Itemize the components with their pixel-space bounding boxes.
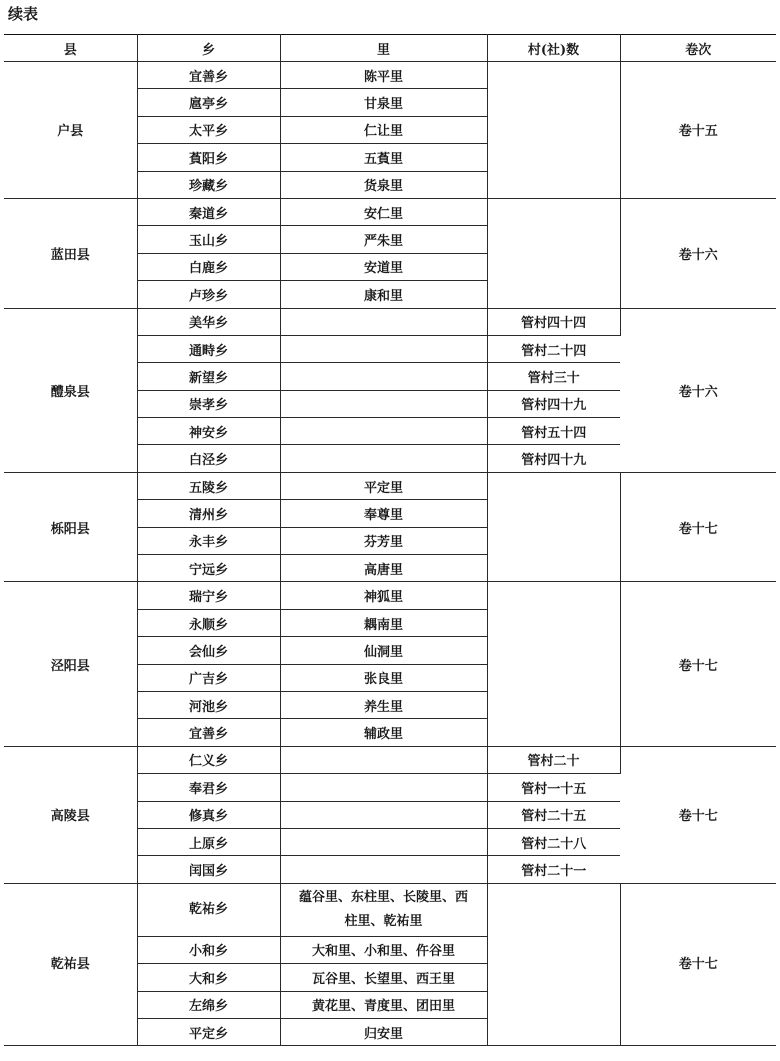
cun-count-cell [487, 883, 620, 1046]
xiang-cell: 会仙乡 [137, 637, 280, 664]
county-cell: 乾祐县 [4, 883, 137, 1046]
li-cell: 瓦谷里、长望里、西王里 [280, 964, 487, 991]
li-cell [280, 801, 487, 828]
li-cell: 高唐里 [280, 555, 487, 582]
li-cell: 奉尊里 [280, 500, 487, 527]
table-row [4, 883, 776, 936]
li-cell [280, 390, 487, 417]
li-cell [280, 856, 487, 883]
li-cell: 神狐里 [280, 582, 487, 609]
county-cell: 泾阳县 [4, 582, 137, 746]
li-cell [280, 335, 487, 362]
li-cell: 耦南里 [280, 609, 487, 636]
li-cell: 黄花里、青度里、团田里 [280, 991, 487, 1018]
xiang-cell: 仁义乡 [137, 746, 280, 773]
cun-count-cell: 管村二十 [487, 746, 620, 773]
county-cell: 蓝田县 [4, 198, 137, 308]
li-cell [280, 308, 487, 335]
xiang-cell: 瑞宁乡 [137, 582, 280, 609]
cun-count-cell: 管村一十五 [487, 774, 620, 801]
table-row [4, 308, 776, 335]
xiang-cell: 小和乡 [137, 936, 280, 963]
cun-count-cell [487, 582, 620, 746]
xiang-cell: 宜善乡 [137, 62, 280, 89]
xiang-cell: 白鹿乡 [137, 253, 280, 280]
li-cell: 严朱里 [280, 226, 487, 253]
xiang-cell: 永丰乡 [137, 527, 280, 554]
li-cell: 芬芳里 [280, 527, 487, 554]
volume-cell: 卷十六 [620, 198, 776, 308]
li-cell [280, 363, 487, 390]
xiang-cell: 崇孝乡 [137, 390, 280, 417]
xiang-cell: 平定乡 [137, 1018, 280, 1045]
cun-count-cell: 管村四十九 [487, 390, 620, 417]
cun-count-cell: 管村二十八 [487, 828, 620, 855]
cun-count-cell: 管村三十 [487, 363, 620, 390]
li-cell: 蕴谷里、东柱里、长陵里、西柱里、乾祐里 [280, 883, 487, 936]
table-row [4, 472, 776, 499]
li-cell: 五萯里 [280, 144, 487, 171]
header-volume: 卷次 [620, 35, 776, 62]
li-cell: 张良里 [280, 664, 487, 691]
volume-cell: 卷十七 [620, 582, 776, 746]
header-cun-count: 村(社)数 [487, 35, 620, 62]
xiang-cell: 玉山乡 [137, 226, 280, 253]
volume-cell: 卷十七 [620, 746, 776, 883]
table-caption: 续表 [8, 5, 39, 23]
li-cell: 仁让里 [280, 116, 487, 143]
table-row [4, 582, 776, 609]
cun-count-cell: 管村四十九 [487, 445, 620, 472]
volume-cell: 卷十六 [620, 308, 776, 472]
li-cell [280, 445, 487, 472]
xiang-cell: 宜善乡 [137, 719, 280, 746]
li-cell: 货泉里 [280, 171, 487, 198]
xiang-cell: 大和乡 [137, 964, 280, 991]
xiang-cell: 左绵乡 [137, 991, 280, 1018]
county-cell: 高陵县 [4, 746, 137, 883]
cun-count-cell: 管村二十一 [487, 856, 620, 883]
cun-count-cell: 管村二十五 [487, 801, 620, 828]
header-county: 县 [4, 35, 137, 62]
cun-count-cell: 管村二十四 [487, 335, 620, 362]
li-cell: 归安里 [280, 1018, 487, 1045]
xiang-cell: 上原乡 [137, 828, 280, 855]
xiang-cell: 珍藏乡 [137, 171, 280, 198]
xiang-cell: 秦道乡 [137, 198, 280, 225]
table-body [4, 62, 776, 1046]
li-cell [280, 746, 487, 773]
header-li: 里 [280, 35, 487, 62]
xiang-cell: 五陵乡 [137, 472, 280, 499]
li-cell [280, 774, 487, 801]
li-cell [280, 828, 487, 855]
xiang-cell: 新望乡 [137, 363, 280, 390]
li-cell: 仙洞里 [280, 637, 487, 664]
cun-count-cell [487, 198, 620, 308]
header-xiang: 乡 [137, 35, 280, 62]
xiang-cell: 卢珍乡 [137, 281, 280, 308]
li-cell: 陈平里 [280, 62, 487, 89]
li-cell: 康和里 [280, 281, 487, 308]
xiang-cell: 奉君乡 [137, 774, 280, 801]
xiang-cell: 宁远乡 [137, 555, 280, 582]
table-row [4, 746, 776, 773]
xiang-cell: 修真乡 [137, 801, 280, 828]
li-cell: 安道里 [280, 253, 487, 280]
xiang-cell: 萯阳乡 [137, 144, 280, 171]
li-cell: 辅政里 [280, 719, 487, 746]
li-cell: 甘泉里 [280, 89, 487, 116]
volume-cell: 卷十七 [620, 883, 776, 1046]
xiang-cell: 扈亭乡 [137, 89, 280, 116]
county-cell: 醴泉县 [4, 308, 137, 472]
xiang-cell: 永顺乡 [137, 609, 280, 636]
xiang-cell: 通畤乡 [137, 335, 280, 362]
xiang-cell: 神安乡 [137, 418, 280, 445]
cun-count-cell: 管村四十四 [487, 308, 620, 335]
xiang-cell: 美华乡 [137, 308, 280, 335]
xiang-cell: 白泾乡 [137, 445, 280, 472]
table-row [4, 62, 776, 89]
li-cell: 平定里 [280, 472, 487, 499]
xiang-cell: 广吉乡 [137, 664, 280, 691]
li-cell: 安仁里 [280, 198, 487, 225]
table-row [4, 198, 776, 225]
li-cell [280, 418, 487, 445]
cun-count-cell [487, 62, 620, 199]
xiang-cell: 乾祐乡 [137, 883, 280, 936]
county-cell: 栎阳县 [4, 472, 137, 582]
county-cell: 户县 [4, 62, 137, 199]
li-cell: 大和里、小和里、仵谷里 [280, 936, 487, 963]
xiang-cell: 清州乡 [137, 500, 280, 527]
volume-cell: 卷十七 [620, 472, 776, 582]
county-table [4, 34, 776, 1046]
li-cell: 养生里 [280, 691, 487, 718]
xiang-cell: 河池乡 [137, 691, 280, 718]
xiang-cell: 太平乡 [137, 116, 280, 143]
volume-cell: 卷十五 [620, 62, 776, 199]
cun-count-cell: 管村五十四 [487, 418, 620, 445]
cun-count-cell [487, 472, 620, 582]
xiang-cell: 闰国乡 [137, 856, 280, 883]
header-row [4, 35, 776, 62]
